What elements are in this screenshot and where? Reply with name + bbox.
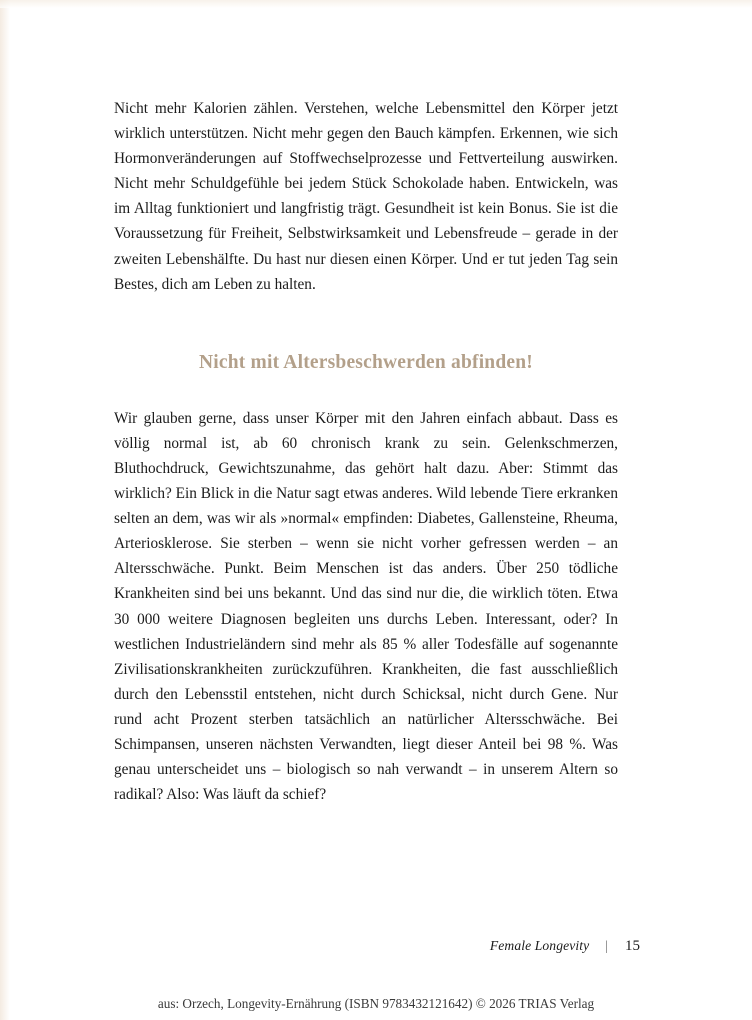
section-heading: Nicht mit Altersbeschwerden abfinden! xyxy=(198,351,533,373)
source-attribution: aus: Orzech, Longevity-Ernährung (ISBN 9783432121642) © 2026 TRIAS Verlag xyxy=(157,996,595,1011)
footer-book-title: Female Longevity xyxy=(489,938,590,953)
spacer-after-heading xyxy=(114,376,618,406)
paragraph-body: Wir glauben gerne, dass unser Körper mit den Jahren einfach abbaut. Dass es völlig normal ist, ab 60 chronisch krank zu sein. Gelenkschmerzen, Bluthochdruck, Gewichtszunahme, das gehört halt dazu. Aber: Stimmt das wirklich? Ein Blick in die Natur sagt etwas anderes. Wild lebende Tiere erkranken selten an dem, was wir als »normal« empfinden: Diabetes, Gallensteine, Rheuma, Arteriosklerose. Sie sterben – wenn sie nicht vorher gefressen werden – an Altersschwäche. Punkt. Beim Menschen ist das anders. Über 250 tödliche Krankheiten sind bei uns bekannt. Und das sind nur die, die wirklich töten. Etwa 30 000 weitere Diagnosen begleiten uns durchs Leben. Interessant, oder? In westlichen Industrieländern sind mehr als 85 % aller Todesfälle auf sogenannte Zivilisationskrankheiten zurückzuführen. Krankheiten, die fast ausschließlich durch den Lebensstil entstehen, nicht durch Schicksal, nicht durch Gene. Nur rund acht Prozent sterben tatsächlich an natürlicher Altersschwäche. Bei Schimpansen, unseren nächsten Verwandten, liegt dieser Anteil bei 98 %. Was genau unterscheidet uns – biologisch so nah verwandt – in unserem Altern so radikal? Also: Was läuft da schief? xyxy=(114,409,618,804)
footer-page-number: 15 xyxy=(625,938,640,954)
footer-separator: | xyxy=(605,938,608,953)
page-edge-shadow-left xyxy=(0,0,10,1020)
page-footer xyxy=(114,938,640,955)
paragraph-intro: Nicht mehr Kalorien zählen. Verstehen, welche Lebensmittel den Körper jetzt wirklich unterstützen. Nicht mehr gegen den Bauch kämpfen. Erkennen, wie sich Hormonveränderungen auf Stoffwechselprozesse und Fettverteilung auswirken. Nicht mehr Schuldgefühle bei jedem Stück Schokolade haben. Entwickeln, was im Alltag funktioniert und langfristig trägt. Gesundheit ist kein Bonus. Sie ist die Voraussetzung für Freiheit, Selbstwirksamkeit und Lebensfreude – gerade in der zweiten Lebenshälfte. Du hast nur diesen einen Körper. Und er tut jeden Tag sein Bestes, dich am Leben zu halten. xyxy=(114,100,618,293)
spacer-before-heading xyxy=(114,297,618,350)
page-content xyxy=(114,96,618,807)
page-edge-shadow-top xyxy=(0,0,752,8)
